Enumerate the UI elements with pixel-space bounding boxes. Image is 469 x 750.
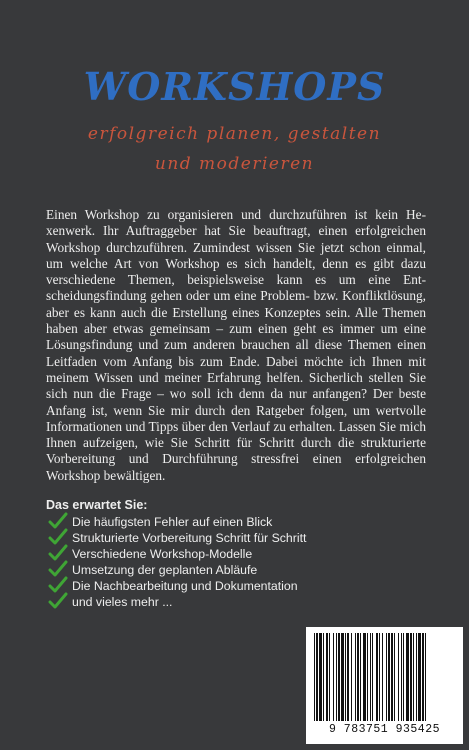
list-item-label: Strukturierte Vorbereitung Schritt für Schritt — [72, 531, 307, 545]
list-item — [48, 594, 306, 610]
barcode-bar — [319, 633, 322, 721]
barcode-bars — [312, 633, 457, 721]
barcode-bar — [406, 633, 409, 721]
subtitle-line-1: erfolgreich planen, gestalten — [87, 124, 382, 144]
barcode-bar — [379, 633, 380, 721]
barcode-bar — [329, 633, 330, 721]
barcode-bar — [326, 633, 328, 721]
barcode-bar — [425, 633, 426, 721]
barcode-bar — [363, 633, 366, 721]
barcode-bar — [401, 633, 402, 721]
barcode-bar — [398, 633, 399, 721]
subtitle-line-2: und moderieren — [154, 154, 315, 174]
isbn-digits: 9 783751 935425 — [328, 723, 441, 736]
barcode-bar — [382, 633, 383, 721]
barcode-bar — [351, 633, 352, 721]
back-cover-blurb: Einen Workshop zu organisieren und durchzuführen ist kein Hexenwerk. Ihr Auftraggeber hat Sie beauftragt, einen erfolgreichen Workshop durchzuführen. Zumindest wissen Sie jetzt schon einmal, um welche Art von Workshop es sich handelt, denn es gibt dazu verschiedene Themen, beispielsweise kann es um eine Entscheidungsfindung gehen oder um eine Problem- bzw. Konfliktlösung, aber es kann auch die Erstellung eines Konzeptes sein. Alle Themen haben aber etwas gemeinsam – zum einen geht es immer um eine Lösungsfindung und zum anderen brauchen all diese Themen einen Leitfaden vom Anfang bis zum Ende. Dabei möchte ich Ihnen mit meinem Wissen und meiner Erfahrung helfen. Sicherlich stellen Sie sich nun die Frage – wo soll ich denn da nur anfangen? Der beste Anfang ist, wenn Sie mir durch den Ratgeber folgen, um wertvolle Informationen und Tipps über den Verlauf zu erhalten. Lassen Sie mich Ihnen aufzeigen, wie Sie Schritt für Schritt durch die strukturierte Vorbereitung und Durchführung stressfrei einen erfolgreichen Workshop bewältigen. — [46, 207, 426, 483]
barcode-bar — [376, 633, 378, 721]
barcode-bar — [338, 633, 340, 721]
barcode-bar — [347, 633, 349, 721]
barcode-bar — [314, 633, 315, 721]
barcode-bar — [367, 633, 368, 721]
barcode-bar — [410, 633, 412, 721]
barcode-bar — [422, 633, 424, 721]
barcode-bar — [403, 633, 404, 721]
barcode-bar — [323, 633, 324, 721]
list-item — [48, 546, 306, 562]
list-item-label: Die Nachbearbeitung und Dokumentation — [72, 579, 298, 593]
list-item — [48, 530, 306, 546]
isbn-barcode — [306, 627, 463, 744]
barcode-bar — [333, 633, 334, 721]
expect-heading: Das erwartet Sie: — [46, 498, 148, 512]
barcode-bar — [394, 633, 395, 721]
list-item-label: Umsetzung der geplanten Abläufe — [72, 563, 258, 577]
barcode-bar — [360, 633, 361, 721]
barcode-bar — [372, 633, 373, 721]
barcode-bar — [418, 633, 421, 721]
feature-list — [48, 514, 306, 610]
barcode-bar — [386, 633, 387, 721]
list-item-label: und vieles mehr ... — [72, 595, 173, 609]
barcode-bar — [341, 633, 344, 721]
barcode-bar — [388, 633, 390, 721]
barcode-bar — [370, 633, 371, 721]
book-title: WORKSHOPS — [83, 64, 386, 109]
barcode-bar — [355, 633, 356, 721]
barcode-bar — [391, 633, 393, 721]
checkmark-icon — [48, 592, 68, 610]
list-item-label: Verschiedene Workshop-Modelle — [72, 547, 253, 561]
barcode-bar — [336, 633, 337, 721]
list-item — [48, 578, 306, 594]
list-item-label: Die häufigsten Fehler auf einen Blick — [72, 515, 273, 529]
list-item — [48, 514, 306, 530]
barcode-bar — [416, 633, 417, 721]
barcode-bar — [345, 633, 346, 721]
barcode-bar — [413, 633, 414, 721]
barcode-bar — [316, 633, 318, 721]
list-item — [48, 562, 306, 578]
barcode-bar — [357, 633, 359, 721]
